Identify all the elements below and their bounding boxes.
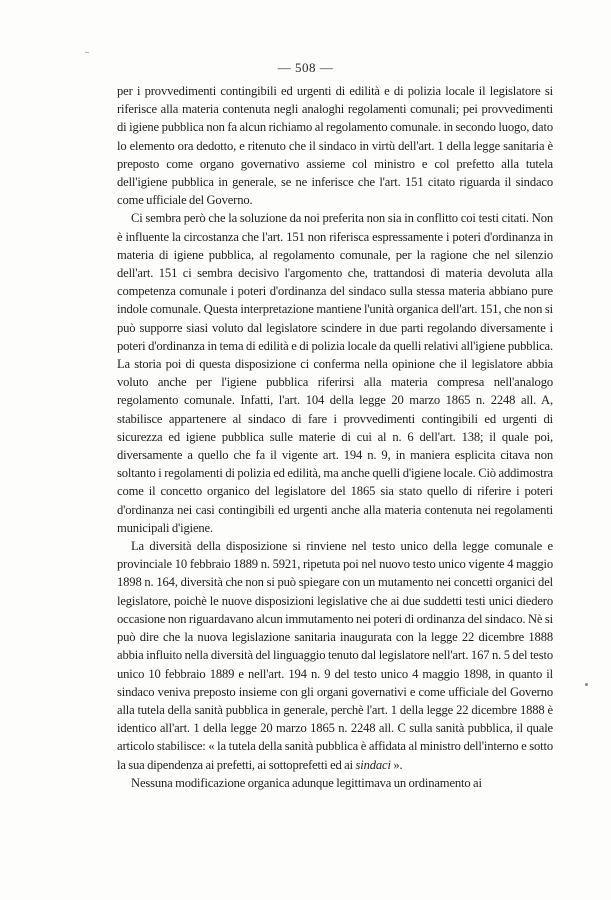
paragraph-4: Nessuna modificazione organica adunque legittimava un ordinamento ai	[131, 775, 482, 790]
quote-close: ».	[390, 757, 403, 772]
margin-dot	[585, 683, 588, 686]
paragraph-1: per i provvedimenti contingibili ed urgenti di edilità e di polizia locale il legislatore si riferisce alla materia contenuta negli analoghi regolamenti comunali; pei provvedimenti di igiene pubblica non fa alcun richiamo al regolamento comunale. in secondo luogo, dato lo elemento ora dedotto, e ritenuto che il sindaco in virtù dell'art. 1 della legge sanitaria è preposto come organo governativo assieme col ministro e col prefetto alla tutela dell'igiene pubblica in generale, se ne inferisce che l'art. 151 citato riguarda il sindaco come ufficiale del Governo.	[117, 84, 553, 208]
page-number: — 508 —	[277, 60, 334, 75]
italic-sindaci: sindaci	[355, 757, 391, 772]
paragraph-3	[117, 537, 553, 774]
paragraph-3-text: La diversità della disposizione si rinviene nel testo unico della legge comunale e provinciale 10 febbraio 1889 n. 5921, ripetuta poi nel nuovo testo unico vigente 4 maggio 1898 n. 164, diversità che non si può spiegare con un mutamento nei concetti organici del legislatore, poichè le nuove disposizioni legislative che ai due suddetti testi unici diedero occasione non riguardavano alcun immutamento nei poteri di ordinanza del sindaco. Nè si può dire che la nuova legislazione sanitaria inaugurata con la legge 22 dicembre 1888 abbia influito nella diversità del linguaggio tenuto dal legislatore nell'art. 167 n. 5 del testo unico 10 febbraio 1889 e nell'art. 194 n. 9 del testo unico 4 maggio 1898, in quanto il sindaco veniva preposto insieme con gli organi governativi e come ufficiale del Governo alla tutela della sanità pubblica in generale, perchè l'art. 1 della legge 22 dicembre 1888 è identico all'art. 1 della legge 20 marzo 1865 n. 2248 all. C sulla sanità pubblica, il quale articolo stabilisce: « la tutela della sanità pubblica è affidata al ministro dell'interno e sotto la sua dipendenza ai prefetti, ai sottoprefetti ed ai	[117, 539, 553, 772]
paragraph-2: Ci sembra però che la soluzione da noi preferita non sia in conflitto coi testi citati. Non è influente la circostanza che l'art. 151 non riferisca espressamente i poteri d'ordinanza in materia di igiene pubblica, al regolamento comunale, per la ragione che nel silenzio dell'art. 151 ci sembra decisivo l'argomento che, trattandosi di materia devoluta alla competenza comunale i poteri d'ordinanza del sindaco sulla stessa materia abbiano pure indole comunale. Questa interpretazione mantiene l'unità organica dell'art. 151, che non si può supporre siasi voluto dal legislatore scindere in due parti regolando diversamente i poteri d'ordinanza in tema di edilità e di polizia locale da quelli relativi all'igiene pubblica. La storia poi di questa disposizione ci conferma nella opinione che il legislatore abbia voluto anche per l'igiene pubblica riferirsi alla materia compresa nell'analogo regolamento comunale. Infatti, l'art. 104 della legge 20 marzo 1865 n. 2248 all. A, stabilisce appartenere al sindaco di fare i provvedimenti contingibili ed urgenti di sicurezza ed igiene pubblica sulle materie di cui al n. 6 dell'art. 138; il quale poi, diversamente a quello che fa il vigente art. 194 n. 9, in maniera esplicita citava non soltanto i regolamenti di polizia ed edilità, ma anche quelli d'igiene locale. Ciò addimostra come il concetto organico del legislatore del 1865 sia stato quello di riferire i poteri d'ordinanza nei casi contingibili ed urgenti anche alla materia contenuta nei regolamenti municipali d'igiene.	[117, 211, 553, 535]
scan-speck	[85, 52, 89, 53]
body-text	[117, 82, 553, 792]
